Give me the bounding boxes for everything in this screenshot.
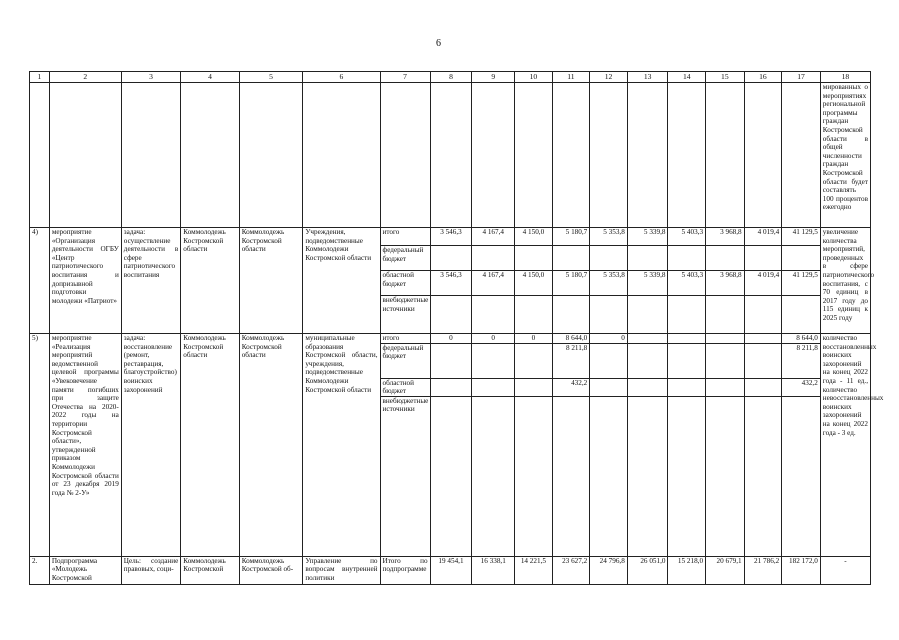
col-number: 10 bbox=[515, 72, 553, 83]
amount-cell bbox=[744, 296, 782, 334]
col-number: 7 bbox=[380, 72, 430, 83]
amount-cell bbox=[782, 296, 821, 334]
amount-cell bbox=[627, 396, 668, 556]
col-number: 12 bbox=[590, 72, 628, 83]
empty-cell bbox=[706, 83, 745, 228]
empty-cell bbox=[744, 83, 782, 228]
customer-cell: Коммолодежь Костромской об- bbox=[239, 556, 303, 584]
amount-cell bbox=[590, 343, 628, 378]
amount-cell bbox=[430, 296, 472, 334]
amount-cell bbox=[590, 296, 628, 334]
amount-cell bbox=[744, 343, 782, 378]
amount-cell bbox=[515, 396, 553, 556]
coordinator-cell: Коммолодежь Костромской области bbox=[181, 228, 239, 334]
executor-cell: Управление по вопросам внутренней политики bbox=[303, 556, 380, 584]
amount-cell bbox=[744, 246, 782, 271]
funding-source-label: областной бюджет bbox=[380, 378, 430, 396]
row-number: 5) bbox=[30, 334, 50, 557]
empty-cell bbox=[303, 83, 380, 228]
amount-cell: 432,2 bbox=[782, 378, 821, 396]
amount-cell: 19 454,1 bbox=[430, 556, 472, 584]
measure-task: задача: осуществление деятельности в сфере патриотического воспитания bbox=[121, 228, 180, 334]
col-number: 17 bbox=[782, 72, 821, 83]
amount-cell: 3 968,8 bbox=[706, 228, 745, 246]
amount-cell bbox=[590, 396, 628, 556]
subprogram-name: Подпрограмма «Молодежь Костромской bbox=[49, 556, 121, 584]
amount-cell bbox=[627, 334, 668, 344]
amount-cell: 15 218,0 bbox=[668, 556, 706, 584]
amount-cell: 0 bbox=[590, 334, 628, 344]
amount-cell bbox=[668, 296, 706, 334]
amount-cell bbox=[782, 246, 821, 271]
amount-cell: 4 167,4 bbox=[472, 271, 515, 296]
amount-cell: 4 019,4 bbox=[744, 228, 782, 246]
col-number: 11 bbox=[552, 72, 590, 83]
indicator-cell: мированных о мероприятиях региональной программы граждан Костромской области в общей численности граждан Костромской области будет составлять 100 процентов ежегодно bbox=[820, 83, 870, 228]
amount-cell bbox=[627, 378, 668, 396]
amount-cell bbox=[515, 246, 553, 271]
amount-cell bbox=[706, 396, 745, 556]
amount-cell bbox=[590, 246, 628, 271]
amount-cell bbox=[668, 396, 706, 556]
amount-cell bbox=[552, 296, 590, 334]
amount-cell: 20 679,1 bbox=[706, 556, 745, 584]
amount-cell: 5 339,8 bbox=[627, 271, 668, 296]
funding-source-label: итого bbox=[380, 334, 430, 344]
col-number: 15 bbox=[706, 72, 745, 83]
coordinator-cell: Коммолодежь Костромской области bbox=[181, 334, 239, 557]
amount-cell: 41 129,5 bbox=[782, 271, 821, 296]
amount-cell bbox=[627, 246, 668, 271]
col-number: 8 bbox=[430, 72, 472, 83]
amount-cell: 4 019,4 bbox=[744, 271, 782, 296]
col-number: 18 bbox=[820, 72, 870, 83]
amount-cell bbox=[744, 334, 782, 344]
empty-cell bbox=[30, 83, 50, 228]
funding-row bbox=[30, 228, 871, 246]
amount-cell: 8 644,0 bbox=[782, 334, 821, 344]
funding-source-label: внебюджетные источники bbox=[380, 296, 430, 334]
empty-cell bbox=[49, 83, 121, 228]
amount-cell bbox=[706, 334, 745, 344]
amount-cell bbox=[668, 246, 706, 271]
coordinator-cell: Коммолодежь Костромской bbox=[181, 556, 239, 584]
amount-cell bbox=[706, 296, 745, 334]
executor-cell: муниципальные образования Костромской области, учреждения, подведомственные Коммолодежи Костромской области bbox=[303, 334, 380, 557]
empty-cell bbox=[472, 83, 515, 228]
executor-cell: Учреждения, подведомственные Коммолодежи Костромской области bbox=[303, 228, 380, 334]
empty-cell bbox=[590, 83, 628, 228]
funding-source-label: внебюджетные источники bbox=[380, 396, 430, 556]
amount-cell bbox=[668, 378, 706, 396]
col-number: 9 bbox=[472, 72, 515, 83]
amount-cell: 3 968,8 bbox=[706, 271, 745, 296]
row-number: 4) bbox=[30, 228, 50, 334]
amount-cell: 182 172,0 bbox=[782, 556, 821, 584]
amount-cell: 5 180,7 bbox=[552, 271, 590, 296]
continuation-row bbox=[30, 83, 871, 228]
col-number: 13 bbox=[627, 72, 668, 83]
amount-cell: 14 221,5 bbox=[515, 556, 553, 584]
amount-cell bbox=[668, 334, 706, 344]
amount-cell: 5 403,3 bbox=[668, 271, 706, 296]
amount-cell bbox=[472, 378, 515, 396]
amount-cell bbox=[472, 296, 515, 334]
amount-cell: 8 644,0 bbox=[552, 334, 590, 344]
empty-cell bbox=[181, 83, 239, 228]
amount-cell: 8 211,8 bbox=[552, 343, 590, 378]
amount-cell bbox=[472, 396, 515, 556]
indicator-cell: количество восстановленных воинских захоронений на конец 2022 года - 11 ед., количество невосстановленных воинских захоронений на конец 2022 года - 3 ед. bbox=[820, 334, 870, 557]
amount-cell: 0 bbox=[515, 334, 553, 344]
amount-cell: 3 546,3 bbox=[430, 228, 472, 246]
amount-cell: 5 353,8 bbox=[590, 271, 628, 296]
empty-cell bbox=[552, 83, 590, 228]
page-number: 6 bbox=[436, 38, 441, 49]
amount-cell bbox=[430, 343, 472, 378]
funding-source-label: федеральный бюджет bbox=[380, 343, 430, 378]
program-table bbox=[29, 71, 884, 585]
amount-cell bbox=[515, 296, 553, 334]
col-number: 6 bbox=[303, 72, 380, 83]
funding-source-label: итого bbox=[380, 228, 430, 246]
amount-cell bbox=[472, 246, 515, 271]
amount-cell: 4 150,0 bbox=[515, 271, 553, 296]
customer-cell: Коммолодежь Костромской области bbox=[239, 228, 303, 334]
amount-cell bbox=[552, 396, 590, 556]
measure-task: задача: восстановление (ремонт, реставрация, благоустройство) воинских захоронений bbox=[121, 334, 180, 557]
funding-source-label: областной бюджет bbox=[380, 271, 430, 296]
empty-cell bbox=[239, 83, 303, 228]
column-numbers-row bbox=[30, 72, 871, 83]
amount-cell bbox=[706, 378, 745, 396]
amount-cell bbox=[744, 396, 782, 556]
measure-name: мероприятие «Организация деятельности ОГБУ «Центр патриотического воспитания и допризывной подготовки молодежи «Патриот» bbox=[49, 228, 121, 334]
col-number: 14 bbox=[668, 72, 706, 83]
amount-cell bbox=[430, 246, 472, 271]
amount-cell: 8 211,8 bbox=[782, 343, 821, 378]
empty-cell bbox=[668, 83, 706, 228]
subprogram-row bbox=[30, 556, 871, 584]
amount-cell bbox=[430, 396, 472, 556]
amount-cell: 4 167,4 bbox=[472, 228, 515, 246]
customer-cell: Коммолодежь Костромской области bbox=[239, 334, 303, 557]
amount-cell: 0 bbox=[472, 334, 515, 344]
funding-source-label: федеральный бюджет bbox=[380, 246, 430, 271]
amount-cell bbox=[552, 246, 590, 271]
amount-cell: 5 403,3 bbox=[668, 228, 706, 246]
amount-cell: 5 339,8 bbox=[627, 228, 668, 246]
col-number: 4 bbox=[181, 72, 239, 83]
col-number: 16 bbox=[744, 72, 782, 83]
amount-cell bbox=[706, 246, 745, 271]
col-number: 3 bbox=[121, 72, 180, 83]
amount-cell bbox=[472, 343, 515, 378]
amount-cell bbox=[627, 296, 668, 334]
amount-cell bbox=[515, 343, 553, 378]
empty-cell bbox=[627, 83, 668, 228]
empty-cell bbox=[430, 83, 472, 228]
amount-cell: 5 180,7 bbox=[552, 228, 590, 246]
funding-source-label: Итого по подпрограмме bbox=[380, 556, 430, 584]
empty-cell bbox=[121, 83, 180, 228]
row-number: 2. bbox=[30, 556, 50, 584]
amount-cell bbox=[590, 378, 628, 396]
empty-cell bbox=[380, 83, 430, 228]
amount-cell: 41 129,5 bbox=[782, 228, 821, 246]
amount-cell: 21 786,2 bbox=[744, 556, 782, 584]
indicator-cell: - bbox=[820, 556, 870, 584]
amount-cell bbox=[782, 396, 821, 556]
amount-cell: 432,2 bbox=[552, 378, 590, 396]
col-number: 5 bbox=[239, 72, 303, 83]
amount-cell: 5 353,8 bbox=[590, 228, 628, 246]
empty-cell bbox=[782, 83, 821, 228]
amount-cell bbox=[706, 343, 745, 378]
col-number: 1 bbox=[30, 72, 50, 83]
amount-cell: 23 627,2 bbox=[552, 556, 590, 584]
empty-cell bbox=[515, 83, 553, 228]
subprogram-goal: Цель: создание правовых, соци- bbox=[121, 556, 180, 584]
amount-cell: 3 546,3 bbox=[430, 271, 472, 296]
amount-cell bbox=[744, 378, 782, 396]
amount-cell: 24 796,8 bbox=[590, 556, 628, 584]
indicator-cell: увеличение количества мероприятий, проведенных в сфере патриотического воспитания, с 70 единиц в 2017 году до 115 единиц к 2025 году bbox=[820, 228, 870, 334]
amount-cell bbox=[627, 343, 668, 378]
measure-name: мероприятие «Реализация мероприятий ведомственной целевой программы «Увековечение памяти погибших при защите Отечества на 2020-2022 годы на территории Костромской области», утвержденной приказом Коммолодежи Костромской области от 23 декабря 2019 года № 2-У» bbox=[49, 334, 121, 557]
amount-cell: 4 150,0 bbox=[515, 228, 553, 246]
amount-cell bbox=[668, 343, 706, 378]
amount-cell: 0 bbox=[430, 334, 472, 344]
amount-cell bbox=[515, 378, 553, 396]
amount-cell bbox=[430, 378, 472, 396]
funding-row bbox=[30, 334, 871, 344]
amount-cell: 16 338,1 bbox=[472, 556, 515, 584]
amount-cell: 26 051,0 bbox=[627, 556, 668, 584]
col-number: 2 bbox=[49, 72, 121, 83]
